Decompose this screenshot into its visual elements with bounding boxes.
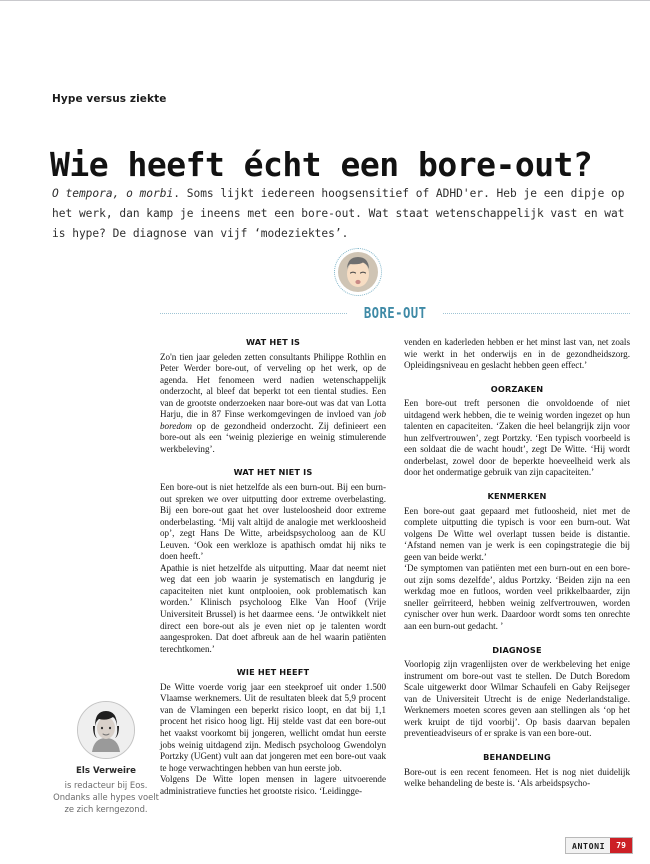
column-left — [160, 337, 386, 837]
section-subhead: WAT HET NIET IS — [233, 467, 313, 478]
divider-dots-left — [160, 313, 347, 314]
body-paragraph: Een bore-out is niet hetzelfde als een burn-out. Bij een burn-out spreken we over uitputting door extreme overbelasting. Bij een bore-out gaat het over lusteloosheid door extreme onderbelasting. ‘Mij valt altijd de analogie met werkloosheid op’, zegt Hans De Witte, arbeidspsycholoog aan de KU Leuven. ‘Ook een werkloze is apathisch omdat hij niks te doen heeft.’ — [160, 482, 386, 562]
standfirst-latin-phrase: O tempora, o morbi — [52, 187, 174, 200]
badge-face-circle — [338, 252, 378, 292]
author-name: Els Verweire — [76, 766, 136, 776]
article-standfirst — [52, 184, 627, 244]
magazine-page — [0, 1, 650, 864]
author-description-line-3: ze zich kerngezond. — [64, 804, 148, 814]
section-divider — [160, 303, 630, 323]
body-paragraph: Zo'n tien jaar geleden zetten consultants Philippe Rothlin en Peter Werder bore-out, of verveling op het werk, op de agenda. Het fenomeen werd nadien wetenschappelijk onderzocht, al bleef dat beperkt tot een tiental studies. Een van de grootste onderzoeken naar bore-out was dat van Lotta Harju, die in 87 Finse werkomgevingen de invloed van job boredom op de gezondheid onderzocht. Zij definieert een bore-out als een ‘weinig plezierige en weinig stimulerende werkbeleving’. — [160, 351, 386, 454]
bored-face-svg — [338, 252, 378, 292]
body-paragraph: Volgens De Witte lopen mensen in lagere uitvoerende administratieve functies het grootste risico. ‘Leidingge- — [160, 774, 386, 796]
section-subhead: KENMERKEN — [487, 491, 547, 502]
page-title: Wie heeft écht een bore-out? — [50, 145, 593, 185]
author-description-line-1: is redacteur bij Eos. — [64, 780, 148, 790]
avatar — [77, 701, 135, 759]
section-label: BORE-OUT — [363, 304, 427, 322]
section-subhead: WAT HET IS — [245, 337, 301, 347]
section-subhead: WIE HET HEEFT — [236, 667, 310, 678]
body-paragraph: venden en kaderleden hebben er het minst last van, net zoals wie werkt in het onderwijs en in de gezondheidszorg. Opleidingsniveau en geslacht hebben geen effect.’ — [404, 337, 630, 371]
article-kicker: Hype versus ziekte — [52, 93, 167, 105]
author-bio — [52, 701, 160, 815]
body-paragraph: Voorlopig zijn vragenlijsten over de werkbeleving het enige instrument om bore-out vast te stellen. De Dutch Boredom Scale uitgewerkt door Wilmar Schaufeli en Gaby Reijseger van de Universiteit Utrecht is de enige Nederlandstalige. Werknemers moeten scores geven aan stellingen als ‘op het werk kruipt de tijd voorbij’. Op basis daarvan bepalen preventieadviseurs of er sprake is van een bore-out. — [404, 659, 630, 739]
section-subhead: OORZAKEN — [490, 383, 544, 394]
body-paragraph: De Witte voerde vorig jaar een steekproef uit onder 1.500 Vlaamse werknemers. Uit de resultaten bleek dat 5,9 procent van de Vlamingen een beperkt risico loopt, en dat bij 1,1 procent het risico hoog ligt. Hij stelde vast dat een bore-out het vaakst voorkomt bij jongeren, wellicht omdat hun eerste jobs weinig uitdagend zijn. Medisch psycholoog Gwendolyn Portzky (UGent) vult aan dat jongeren met een bore-out vaak te hoge verwachtingen hebben van hun eerste job. — [160, 681, 386, 773]
body-paragraph: Apathie is niet hetzelfde als uitputting. Maar dat neemt niet weg dat een job waarin je systematisch en langdurig je capaciteiten niet kunt ontplooien, ook problematisch kan worden.’ Klinisch psycholoog Elke Van Hoof (Vrije Universiteit Brussel) is het daarmee eens. ‘Je ontwikkelt niet direct een bore-out als je even niet op je talenten wordt aangesproken. Dat doet afbreuk aan de hel waarin patiënten terechtkomen.’ — [160, 562, 386, 654]
body-paragraph: ‘De symptomen van patiënten met een burn-out en een bore-out zijn soms dezelfde’, aldus Portzky. ‘Beiden zijn na een werkdag moe en futloos, worden veel prikkelbaarder, zijn sneller geïrriteerd, hebben weinig zelfvertrouwen, worden cynischer over hun werk. Daardoor wordt soms ten onrechte aan een burn-out gedacht. ’ — [404, 563, 630, 632]
divider-dots-right — [443, 313, 630, 314]
column-right — [404, 337, 630, 837]
body-paragraph: Een bore-out gaat gepaard met futloosheid, niet met de complete uitputting die typisch is voor een burn-out. Wat volgens De Witte wel overlapt tussen beide is distantie. ‘Afstand nemen van je werk is een copingstrategie die bij geen van beide werkt.’ — [404, 505, 630, 562]
page-number: 79 — [610, 838, 632, 853]
article-body — [160, 337, 630, 837]
body-paragraph: Bore-out is een recent fenomeen. Het is nog niet duidelijk welke behandeling de beste is. ‘Als arbeidspsycho- — [404, 766, 630, 789]
bored-face-icon — [334, 248, 382, 296]
author-description — [52, 779, 160, 815]
body-paragraph: Een bore-out treft personen die onvoldoende of niet uitdagend werk hebben, die te weinig worden ingezet op hun talenten en capaciteiten. ‘Zaken die heel belangrijk zijn voor hun zelfvertrouwen’, zegt Portzky. ‘Een typisch voorbeeld is een soldaat die de wacht houdt’, zegt De Witte. ‘Hij wordt onderbelast, zowel door de beperkte hoeveelheid werk als door het ondermatige gebruik van zijn capaciteiten.’ — [404, 398, 630, 478]
emphasis-term: job boredom — [160, 409, 386, 431]
footer-brand-label: ANTONI — [572, 840, 606, 851]
author-portrait-illustration — [78, 702, 134, 758]
author-description-line-2: Ondanks alle hypes voelt — [53, 792, 159, 802]
section-subhead: BEHANDELING — [483, 751, 551, 762]
standfirst-body: . Soms lijkt iedereen hoogsensitief of ADHD'er. Heb je een dipje op het werk, dan kamp je ineens met een bore-out. Wat staat wetenschappelijk vast en wat is hype? De diagnose van vijf ‘modeziektes’. — [52, 187, 625, 240]
footer-page-badge — [565, 837, 633, 854]
section-subhead: DIAGNOSE — [492, 644, 542, 655]
